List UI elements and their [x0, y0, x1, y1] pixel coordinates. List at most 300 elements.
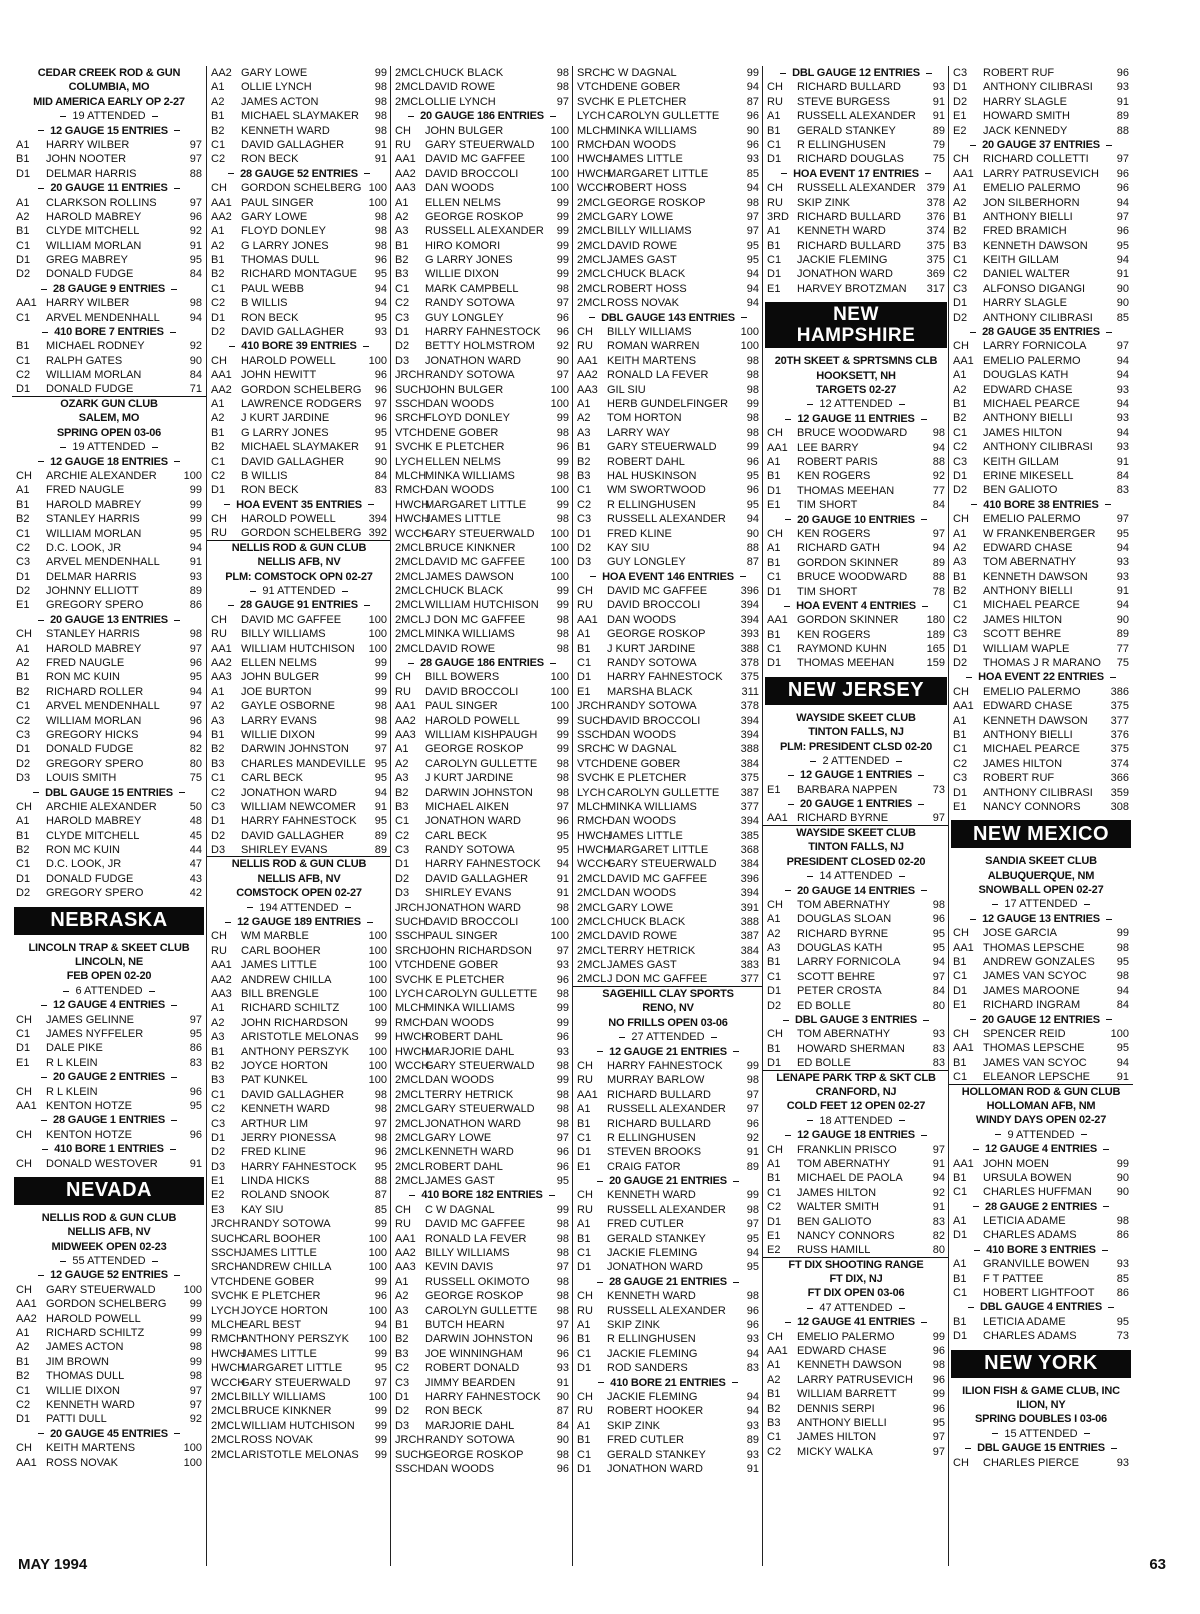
class-code: D1 — [16, 167, 31, 180]
class-code: C1 — [211, 138, 226, 151]
attendance-text: 55 ATTENDED — [72, 1255, 146, 1268]
score: 311 — [741, 685, 759, 698]
result-row — [763, 984, 949, 998]
score: 100 — [368, 1390, 387, 1403]
score: 97 — [189, 642, 202, 655]
result-row — [391, 1088, 573, 1102]
event-title: 12 GAUGE 21 ENTRIES — [609, 1045, 727, 1058]
result-row — [949, 926, 1133, 940]
shooter-name: HAROLD MABREY — [46, 210, 142, 223]
event-heading — [391, 109, 573, 123]
result-row — [949, 685, 1133, 699]
result-row — [573, 944, 763, 958]
result-row — [573, 512, 763, 526]
shooter-name: MICHAEL SLAYMAKER — [241, 441, 359, 454]
score: 100 — [550, 124, 569, 137]
class-code: D1 — [953, 786, 968, 799]
class-code: D1 — [953, 1330, 968, 1343]
club-heading: PLM: PRESIDENT CLSD 02-20 — [779, 740, 933, 753]
shooter-name: DALE PIKE — [46, 1042, 103, 1055]
club-heading: TINTON FALLS, NJ — [808, 841, 904, 854]
class-code: WCCH — [577, 182, 612, 195]
result-row — [207, 397, 391, 411]
state-banner: NEVADA — [14, 1177, 204, 1205]
result-row — [949, 455, 1133, 469]
result-row — [573, 857, 763, 871]
class-code: AA1 — [211, 369, 232, 382]
shooter-name: ARCHIE ALEXANDER — [46, 800, 157, 813]
shooter-name: EMELIO PALERMO — [983, 513, 1081, 526]
shooter-name: THOMAS MEEHAN — [797, 657, 895, 670]
result-row — [763, 1402, 949, 1416]
score: 89 — [1116, 628, 1129, 641]
class-code: CH — [577, 1390, 593, 1403]
shooter-name: JAMES GAST — [607, 254, 677, 267]
class-code: A3 — [211, 714, 225, 727]
score: 73 — [1116, 1330, 1129, 1343]
class-code: C1 — [953, 254, 968, 267]
result-row — [573, 757, 763, 771]
class-code: MLCH — [395, 1002, 427, 1015]
class-code: B2 — [211, 268, 225, 281]
result-row — [949, 584, 1133, 598]
result-row — [391, 196, 573, 210]
result-row — [763, 1344, 949, 1358]
class-code: 2MCL — [577, 254, 607, 267]
class-code: HWCH — [577, 829, 612, 842]
score: 96 — [556, 1462, 569, 1475]
class-code: C2 — [211, 153, 226, 166]
result-row — [949, 296, 1133, 310]
score: 100 — [368, 1304, 387, 1317]
score: 98 — [556, 1103, 569, 1116]
attendance-text: 18 ATTENDED — [819, 1114, 893, 1127]
score: 96 — [189, 210, 202, 223]
class-code: D3 — [395, 1419, 410, 1432]
class-code: C3 — [395, 311, 410, 324]
class-code: A1 — [953, 369, 967, 382]
event-heading — [949, 1142, 1133, 1156]
score: 96 — [746, 455, 759, 468]
shooter-name: JONATHON WARD — [241, 786, 337, 799]
shooter-name: JAMES LITTLE — [241, 959, 317, 972]
shooter-name: CHUCK BLACK — [607, 268, 686, 281]
class-code: A3 — [953, 556, 967, 569]
class-code: D1 — [395, 1390, 410, 1403]
score: 378 — [740, 657, 759, 670]
shooter-name: MURRAY BARLOW — [607, 1074, 705, 1087]
score: 98 — [189, 297, 202, 310]
score: 98 — [746, 383, 759, 396]
score: 100 — [550, 138, 569, 151]
score: 98 — [556, 901, 569, 914]
event-heading — [12, 124, 206, 138]
result-row — [391, 973, 573, 987]
shooter-name: OLLIE LYNCH — [241, 81, 312, 94]
score: 99 — [556, 254, 569, 267]
event-title: 28 GAUGE 35 ENTRIES — [982, 326, 1100, 339]
score: 98 — [746, 426, 759, 439]
score: 97 — [556, 95, 569, 108]
class-code: B1 — [953, 728, 967, 741]
result-row — [12, 598, 206, 612]
score: 93 — [556, 1045, 569, 1058]
club-heading: ALBUQUERQUE, NM — [987, 869, 1095, 882]
score: 93 — [1116, 570, 1129, 583]
result-row — [391, 1275, 573, 1289]
attendance-text: 194 ATTENDED — [259, 901, 339, 914]
class-code: D1 — [211, 484, 226, 497]
shooter-name: MINKA WILLIAMS — [607, 800, 697, 813]
shooter-name: JACKIE FLEMING — [607, 1247, 698, 1260]
result-row — [763, 955, 949, 969]
result-row — [573, 1289, 763, 1303]
class-code: WCCH — [577, 858, 612, 871]
result-row — [391, 296, 573, 310]
class-code: B2 — [211, 124, 225, 137]
class-code: B2 — [953, 225, 967, 238]
result-row — [12, 167, 206, 181]
class-code: CH — [577, 1290, 593, 1303]
event-title: DBL GAUGE 4 ENTRIES — [980, 1301, 1102, 1314]
class-code: B1 — [577, 1232, 591, 1245]
club-heading: WAYSIDE SKEET CLUB — [796, 826, 916, 839]
score: 83 — [374, 484, 387, 497]
class-code: AA3 — [211, 671, 232, 684]
class-code: A1 — [16, 196, 30, 209]
class-code: 2MCL — [395, 67, 425, 79]
shooter-name: WM SWORTWOOD — [607, 484, 706, 497]
score: 98 — [374, 210, 387, 223]
shooter-name: KAY SIU — [607, 541, 650, 554]
shooter-name: DAVID MC GAFFEE — [607, 585, 708, 598]
class-code: CH — [16, 1157, 32, 1170]
score: 86 — [189, 599, 202, 612]
score: 92 — [189, 1413, 202, 1426]
result-row — [391, 411, 573, 425]
shooter-name: DAVID ROWE — [425, 81, 496, 94]
class-code: C2 — [577, 498, 592, 511]
shooter-name: ROBERT DAHL — [607, 455, 685, 468]
shooter-name: DAVID ROWE — [607, 930, 678, 943]
class-code: AA1 — [16, 1298, 37, 1311]
issue-date: MAY 1994 — [18, 1556, 88, 1573]
club-heading: FT DIX OPEN 03-06 — [807, 1287, 905, 1300]
class-code: E2 — [767, 1243, 781, 1256]
class-code: 2MCL — [577, 916, 607, 929]
class-code: A2 — [16, 657, 30, 670]
club-heading: NELLIS AFB, NV — [257, 872, 341, 885]
class-code: AA1 — [211, 196, 232, 209]
shooter-name: RUSSELL ALEXANDER — [607, 1203, 726, 1216]
shooter-name: ARISTOTLE MELONAS — [241, 1031, 359, 1044]
score: 98 — [556, 1232, 569, 1245]
result-row — [763, 441, 949, 455]
score: 96 — [189, 657, 202, 670]
result-row — [391, 1232, 573, 1246]
shooter-name: DENE GOBER — [425, 426, 499, 439]
score: 94 — [932, 956, 945, 969]
result-row — [573, 527, 763, 541]
score: 98 — [556, 1218, 569, 1231]
shooter-name: ROSS NOVAK — [46, 1456, 118, 1469]
shooter-name: G LARRY JONES — [241, 426, 329, 439]
shooter-name: TOM HORTON — [607, 412, 682, 425]
shooter-name: JONATHON WARD — [797, 268, 893, 281]
event-title: 20 GAUGE 11 ENTRIES — [50, 182, 168, 195]
result-row — [207, 843, 391, 857]
result-row — [391, 1001, 573, 1015]
class-code: D1 — [211, 1131, 226, 1144]
class-code: D1 — [577, 527, 592, 540]
shooter-name: GEORGE ROSKOP — [425, 1290, 524, 1303]
score: 99 — [189, 513, 202, 526]
shooter-name: ROLAND SNOOK — [241, 1189, 330, 1202]
result-row — [12, 1283, 206, 1297]
shooter-name: HARRY FAHNESTOCK — [607, 1059, 723, 1072]
shooter-name: JACKIE FLEMING — [797, 254, 888, 267]
score: 75 — [1116, 657, 1129, 670]
score: 99 — [374, 685, 387, 698]
shooter-name: KEN ROGERS — [797, 527, 871, 540]
event-title: 28 GAUGE 21 ENTRIES — [609, 1275, 727, 1288]
event-title: 20 GAUGE 37 ENTRIES — [982, 138, 1100, 151]
class-code: WCCH — [395, 1059, 430, 1072]
result-row — [573, 253, 763, 267]
score: 91 — [556, 1376, 569, 1389]
class-code: A2 — [395, 757, 409, 770]
class-code: CH — [953, 1028, 969, 1040]
shooter-name: WILLIE DIXON — [241, 728, 315, 741]
event-title: 410 BORE 182 ENTRIES — [421, 1189, 543, 1202]
class-code: C2 — [767, 1445, 782, 1458]
shooter-name: HAROLD POWELL — [241, 354, 336, 367]
club-heading: ILION, NY — [1016, 1398, 1066, 1411]
result-row — [391, 1030, 573, 1044]
result-row — [391, 498, 573, 512]
shooter-name: JAMES GELINNE — [46, 1013, 135, 1026]
shooter-name: JACKIE FLEMING — [607, 1347, 698, 1360]
shooter-name: RONALD LA FEVER — [425, 1232, 527, 1245]
score: 95 — [932, 942, 945, 955]
results-column-3 — [390, 66, 573, 1566]
shooter-name: MICHAEL PEARCE — [983, 397, 1080, 410]
shooter-name: GEORGE ROSKOP — [607, 628, 706, 641]
shooter-name: GAYLE OSBORNE — [241, 700, 335, 713]
event-heading — [573, 1275, 763, 1289]
result-row — [12, 685, 206, 699]
result-row — [573, 1203, 763, 1217]
score: 97 — [932, 1445, 945, 1458]
score: 100 — [368, 354, 387, 367]
result-row — [12, 1027, 206, 1041]
result-row — [573, 483, 763, 497]
class-code: D1 — [16, 383, 31, 396]
result-row — [573, 339, 763, 353]
class-code: D3 — [577, 556, 592, 569]
class-code: SRCH — [577, 67, 609, 79]
score: 317 — [926, 282, 945, 295]
club-heading: HOLLOMAN AFB, NM — [986, 1099, 1096, 1112]
event-title: 410 BORE 1 ENTRIES — [54, 1143, 164, 1156]
class-code: B1 — [395, 1318, 409, 1331]
shooter-name: NANCY CONNORS — [797, 1229, 895, 1242]
shooter-name: WILLIAM HUTCHISON — [425, 599, 539, 612]
result-row — [573, 1059, 763, 1073]
result-row — [763, 469, 949, 483]
shooter-name: MICHAEL DE PAOLA — [797, 1172, 903, 1185]
result-row — [391, 1404, 573, 1418]
score: 94 — [374, 282, 387, 295]
result-row — [573, 915, 763, 929]
shooter-name: EMELIO PALERMO — [797, 1330, 895, 1343]
shooter-name: RUSSELL ALEXANDER — [797, 182, 916, 195]
shooter-name: WILLIAM NEWCOMER — [241, 800, 356, 813]
shooter-name: LARRY PATRUSEVICH — [797, 1373, 913, 1386]
class-code: 3RD — [767, 210, 790, 223]
score: 83 — [746, 1362, 759, 1375]
shooter-name: RANDY SOTOWA — [425, 1434, 515, 1447]
result-row — [573, 1088, 763, 1102]
class-code: D1 — [953, 984, 968, 997]
result-row — [207, 1030, 391, 1044]
class-code: 2MCL — [395, 599, 425, 612]
score: 98 — [189, 1341, 202, 1354]
shooter-name: JAMES MAROONE — [983, 984, 1080, 997]
score: 96 — [556, 1333, 569, 1346]
class-code: 2MCL — [395, 1175, 425, 1188]
result-row — [763, 1215, 949, 1229]
result-row — [949, 1157, 1133, 1171]
result-row — [573, 771, 763, 785]
shooter-name: HOBERT LIGHTFOOT — [983, 1287, 1095, 1300]
shooter-name: GARY STEUERWALD — [425, 138, 535, 151]
result-row — [573, 584, 763, 598]
score: 98 — [746, 412, 759, 425]
shooter-name: MARK CAMPBELL — [425, 282, 519, 295]
class-code: SUCH — [395, 383, 427, 396]
score: 99 — [746, 1059, 759, 1072]
shooter-name: MINKA WILLIAMS — [425, 469, 515, 482]
score: 88 — [189, 167, 202, 180]
shooter-name: RICHARD BYRNE — [797, 927, 889, 940]
result-row — [573, 714, 763, 728]
shooter-name: WILLIAM MORLAN — [46, 369, 142, 382]
class-code: B3 — [953, 239, 967, 252]
shooter-name: DOUGLAS KATH — [797, 942, 883, 955]
result-row — [207, 152, 391, 166]
score: 98 — [932, 1359, 945, 1372]
class-code: B1 — [767, 556, 781, 569]
class-code: 2MCL — [577, 944, 607, 957]
shooter-name: KEITH GILLAM — [983, 254, 1059, 267]
result-row — [12, 886, 206, 900]
shooter-name: RICHARD SCHILTZ — [241, 1002, 340, 1015]
score: 97 — [746, 1103, 759, 1116]
class-code: C2 — [395, 1362, 410, 1375]
score: 96 — [1116, 167, 1129, 180]
class-code: 2MCL — [577, 872, 607, 885]
shooter-name: KEN ROGERS — [797, 470, 871, 483]
club-heading: WINDY DAYS OPEN 02-27 — [975, 1114, 1107, 1127]
event-heading — [207, 498, 391, 512]
shooter-name: JONATHON WARD — [607, 1261, 703, 1274]
score: 44 — [189, 844, 202, 857]
shooter-name: RUSSELL ALEXANDER — [607, 513, 726, 526]
result-row — [949, 80, 1133, 94]
attendance-line — [207, 584, 391, 598]
class-code: D1 — [767, 484, 782, 497]
shooter-name: DONALD WESTOVER — [46, 1157, 158, 1170]
class-code: C3 — [211, 1117, 226, 1130]
score: 98 — [556, 1290, 569, 1303]
shooter-name: THOMAS LEPSCHE — [983, 1042, 1085, 1055]
score: 92 — [556, 340, 569, 353]
score: 99 — [374, 1347, 387, 1360]
result-row — [12, 714, 206, 728]
score: 165 — [926, 643, 945, 656]
shooter-name: STEVEN BROOKS — [607, 1146, 702, 1159]
score: 95 — [374, 757, 387, 770]
score: 92 — [189, 340, 202, 353]
result-row — [573, 1217, 763, 1231]
result-row — [12, 138, 206, 152]
attendance-line — [12, 440, 206, 454]
result-row — [949, 1171, 1133, 1185]
club-heading: HOOKSETT, NH — [816, 369, 896, 382]
class-code: 2MCL — [577, 959, 607, 972]
score: 86 — [189, 1042, 202, 1055]
score: 375 — [926, 239, 945, 252]
club-heading: SPRING DOUBLES I 03-06 — [975, 1413, 1107, 1426]
shooter-name: DAN WOODS — [425, 397, 495, 410]
shooter-name: WALTER SMITH — [797, 1201, 879, 1214]
attendance-text: 19 ATTENDED — [72, 441, 146, 454]
shooter-name: CAROLYN GULLETTE — [425, 988, 538, 1000]
shooter-name: ROBERT DAHL — [425, 1031, 503, 1044]
score: 100 — [368, 182, 387, 195]
score: 100 — [368, 1261, 387, 1274]
result-row — [391, 613, 573, 627]
attendance-text: 9 ATTENDED — [1007, 1128, 1075, 1141]
shooter-name: BILLY WILLIAMS — [241, 1390, 326, 1403]
result-row — [949, 570, 1133, 584]
score: 97 — [374, 743, 387, 756]
score: 100 — [368, 959, 387, 972]
class-code: C1 — [211, 282, 226, 295]
shooter-name: CRAIG FATOR — [607, 1160, 681, 1173]
class-code: C1 — [211, 772, 226, 785]
result-row — [763, 1027, 949, 1041]
score: 95 — [374, 772, 387, 785]
result-row — [949, 512, 1133, 526]
score: 159 — [926, 657, 945, 670]
result-row — [391, 253, 573, 267]
class-code: A1 — [953, 1215, 967, 1228]
shooter-name: BARBARA NAPPEN — [797, 783, 898, 796]
class-code: C2 — [211, 1103, 226, 1116]
shooter-name: RANDY SOTOWA — [425, 297, 515, 310]
class-code: E1 — [16, 599, 30, 612]
class-code: B3 — [767, 1416, 781, 1429]
attendance-line — [207, 901, 391, 915]
shooter-name: GARY LOWE — [607, 901, 674, 914]
shooter-name: FRED NAUGLE — [46, 657, 125, 670]
result-row — [12, 152, 206, 166]
shooter-name: RON MC KUIN — [46, 671, 120, 684]
shooter-name: J DON MC GAFFEE — [425, 613, 526, 626]
shooter-name: DAVID GALLAGHER — [241, 455, 345, 468]
